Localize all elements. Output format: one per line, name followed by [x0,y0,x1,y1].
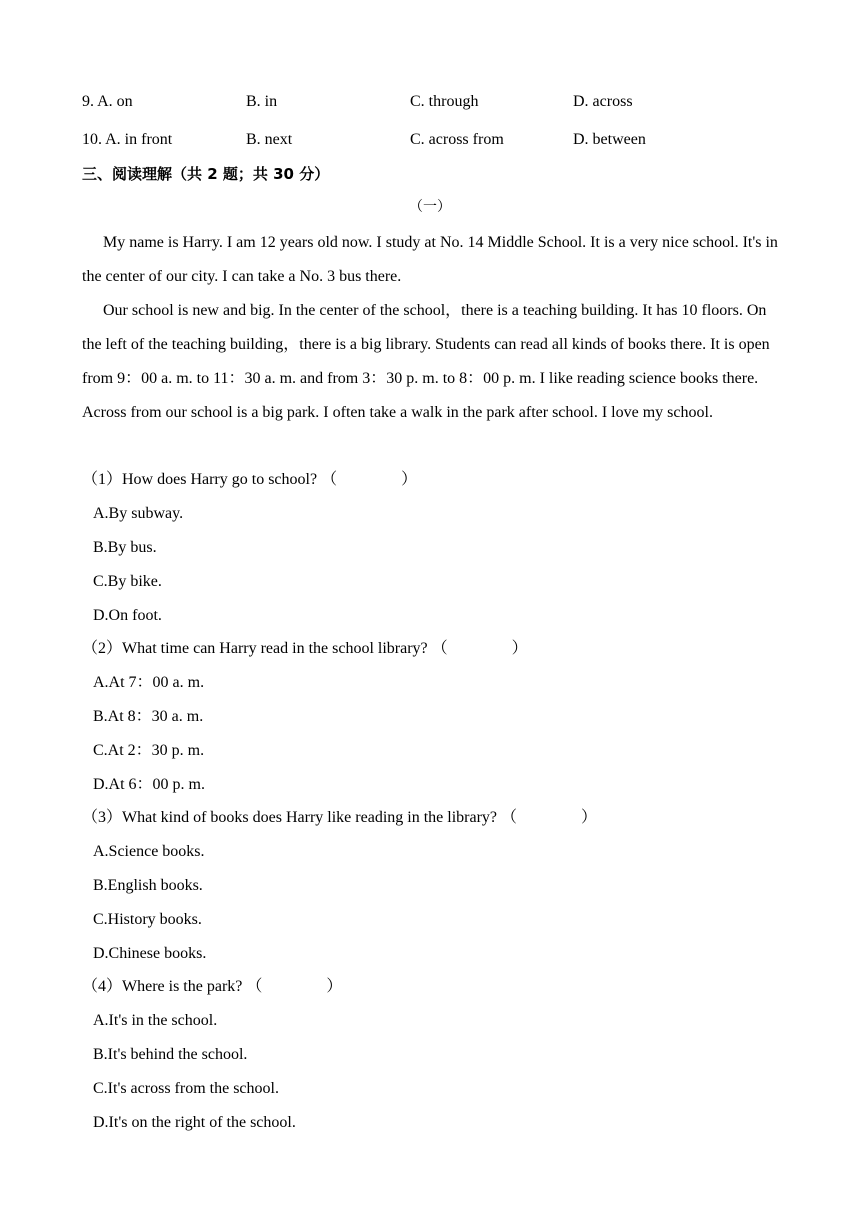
passage-paragraph-2: Our school is new and big. In the center of the school，there is a teaching building. It has 10 floors. On the left of the teaching building，there is a big library. Students can read all kinds of books there. It is open from 9：00 a. m. to 11：30 a. m. and from 3：30 p. m. to 8：00 p. m. I like reading science books there. Across from our school is a big park. I often take a walk in the park after school. I love my school. [82,302,770,421]
question-4-stem: （4）Where is the park? （ ） [82,978,343,995]
option-b: B. next [246,131,293,148]
section-title: 三、阅读理解（共 2 题；共 30 分） [82,165,330,183]
question-2-choice-a[interactable]: A.At 7：00 a. m. [93,674,205,691]
option-a: 9. A. on [82,93,133,110]
cloze-options-row-9 [82,91,802,113]
passage-label: （一） [409,200,451,215]
cloze-options-row-10 [82,129,802,151]
question-1-choice-c[interactable]: C.By bike. [93,573,162,590]
question-3-choice-a[interactable]: A.Science books. [93,843,205,860]
question-2-stem: （2）What time can Harry read in the school library? （ ） [82,640,528,657]
question-4-choice-c[interactable]: C.It's across from the school. [93,1080,279,1097]
question-1-choice-b[interactable]: B.By bus. [93,539,157,556]
question-3-choice-c[interactable]: C.History books. [93,911,202,928]
question-3-stem: （3）What kind of books does Harry like reading in the library? （ ） [82,809,598,826]
option-d: D. between [573,131,646,148]
option-b: B. in [246,93,278,110]
option-c: C. across from [410,131,504,148]
option-c: C. through [410,93,479,110]
option-a: 10. A. in front [82,131,173,148]
question-4-choice-b[interactable]: B.It's behind the school. [93,1046,248,1063]
question-4-choice-a[interactable]: A.It's in the school. [93,1012,218,1029]
passage-paragraph-1: My name is Harry. I am 12 years old now. I study at No. 14 Middle School. It is a very nice school. It's in the center of our city. I can take a No. 3 bus there. [82,234,778,285]
question-2-choice-c[interactable]: C.At 2：30 p. m. [93,742,205,759]
question-3-choice-b[interactable]: B.English books. [93,877,203,894]
question-3-choice-d[interactable]: D.Chinese books. [93,945,207,962]
question-4-choice-d[interactable]: D.It's on the right of the school. [93,1114,296,1131]
question-1-choice-a[interactable]: A.By subway. [93,505,184,522]
question-1-stem: （1）How does Harry go to school? （ ） [82,471,418,488]
question-2-choice-d[interactable]: D.At 6：00 p. m. [93,776,206,793]
option-d: D. across [573,93,633,110]
question-2-choice-b[interactable]: B.At 8：30 a. m. [93,708,204,725]
question-1-choice-d[interactable]: D.On foot. [93,607,162,624]
